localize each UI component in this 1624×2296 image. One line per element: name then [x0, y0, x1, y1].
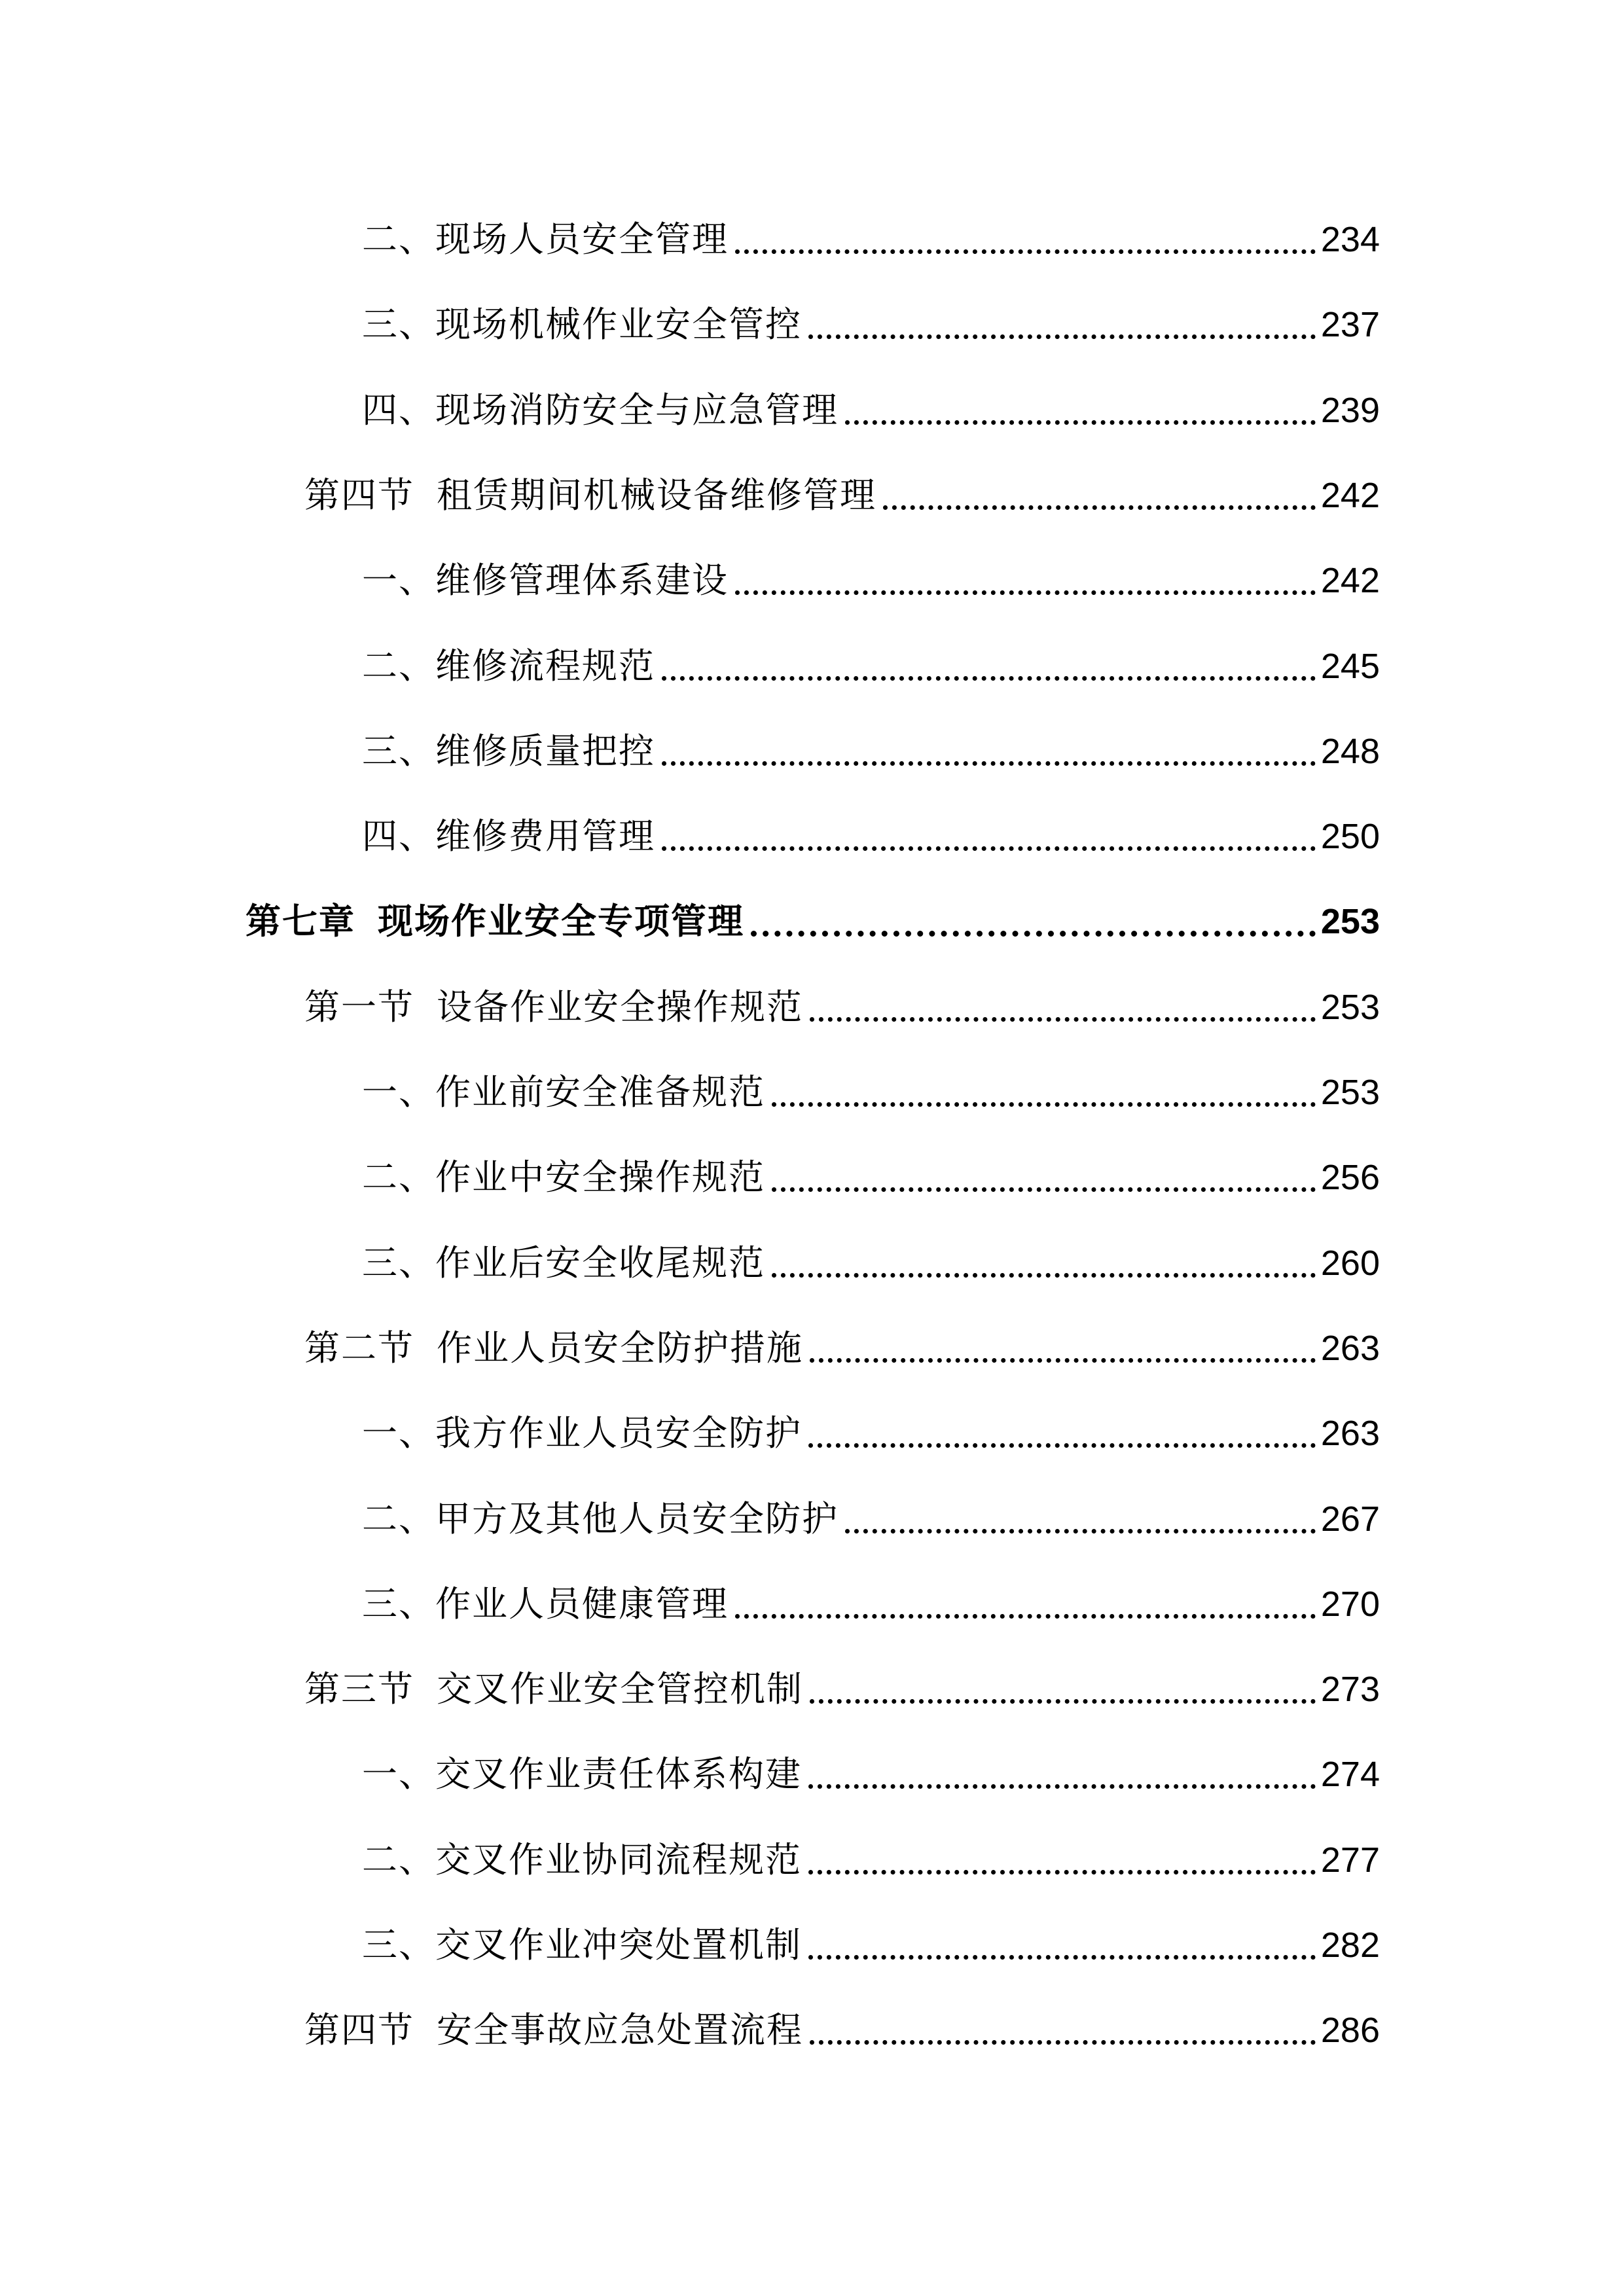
- dot-leader: [808, 1784, 1316, 1789]
- toc-entry-label: 四、: [362, 389, 435, 431]
- toc-entry[interactable]: [304, 1653, 1380, 1725]
- toc-entry-label: 一、: [362, 1753, 435, 1795]
- toc-entry-title: 作业中安全操作规范: [435, 1157, 765, 1198]
- toc-entry-page-number: 250: [1320, 817, 1380, 856]
- dot-leader: [845, 1529, 1316, 1534]
- toc-entry-label: 二、: [362, 645, 435, 687]
- dot-leader: [883, 505, 1316, 510]
- dot-leader: [810, 1358, 1316, 1363]
- toc-entry-label: 第四节: [304, 475, 414, 516]
- dot-leader: [662, 846, 1316, 851]
- toc-entry-page-number: 245: [1320, 647, 1380, 686]
- dot-leader: [808, 1955, 1316, 1960]
- toc-entry-title: 维修流程规范: [435, 645, 655, 687]
- toc-entry-label: 二、: [362, 1498, 435, 1539]
- toc-entry-title: 现场人员安全管理: [435, 219, 729, 260]
- toc-entry-title: 甲方及其他人员安全防护: [435, 1498, 839, 1539]
- toc-entry[interactable]: [362, 374, 1380, 446]
- toc-entry-title: 交叉作业责任体系构建: [435, 1753, 802, 1795]
- toc-entry-label: 三、: [362, 1924, 435, 1965]
- dot-leader: [810, 2040, 1316, 2045]
- toc-entry-label: 三、: [362, 304, 435, 345]
- toc-entry[interactable]: [304, 1312, 1380, 1384]
- dot-leader: [735, 590, 1316, 595]
- toc-entry[interactable]: [362, 545, 1380, 617]
- toc-entry[interactable]: [362, 1227, 1380, 1299]
- toc-entry[interactable]: [362, 204, 1380, 276]
- toc-entry-page-number: 256: [1320, 1158, 1380, 1197]
- toc-entry-title: 作业人员安全防护措施: [437, 1327, 803, 1369]
- toc-entry[interactable]: [362, 1824, 1380, 1896]
- toc-entry-page-number: 253: [1320, 902, 1380, 941]
- dot-leader: [735, 249, 1316, 254]
- toc-entry-page-number: 274: [1320, 1755, 1380, 1794]
- toc-entry-label: 二、: [362, 1839, 435, 1880]
- dot-leader: [810, 1017, 1316, 1022]
- toc-entry-title: 交叉作业协同流程规范: [435, 1839, 802, 1880]
- toc-entry-page-number: 253: [1320, 988, 1380, 1027]
- toc-entry-page-number: 242: [1320, 561, 1380, 600]
- toc-entry[interactable]: [304, 459, 1380, 531]
- toc-entry[interactable]: [362, 1909, 1380, 1981]
- dot-leader: [772, 1187, 1316, 1192]
- toc-entry-label: 第七章: [245, 901, 355, 942]
- toc-entry-page-number: 242: [1320, 476, 1380, 515]
- toc-entry-page-number: 263: [1320, 1414, 1380, 1453]
- toc-entry-label: 二、: [362, 1157, 435, 1198]
- toc-entry-label: 第三节: [304, 1668, 414, 1710]
- toc-entry[interactable]: [362, 1483, 1380, 1555]
- toc-entry-title: 现场消防安全与应急管理: [435, 389, 839, 431]
- toc-entry[interactable]: [304, 1994, 1380, 2066]
- dot-leader: [662, 761, 1316, 766]
- toc-entry-title: 现场机械作业安全管控: [435, 304, 802, 345]
- dot-leader: [845, 420, 1316, 425]
- toc-entry-page-number: 286: [1320, 2011, 1380, 2050]
- toc-entry[interactable]: [362, 1738, 1380, 1810]
- dot-leader: [772, 1273, 1316, 1278]
- toc-entry-page-number: 253: [1320, 1073, 1380, 1112]
- toc-entry-label: 一、: [362, 1071, 435, 1113]
- toc-entry-title: 设备作业安全操作规范: [437, 986, 803, 1028]
- toc-entry[interactable]: [362, 1056, 1380, 1128]
- dot-leader: [808, 1870, 1316, 1874]
- toc-entry[interactable]: [362, 1397, 1380, 1469]
- toc-entry[interactable]: [362, 289, 1380, 361]
- toc-entry-page-number: 248: [1320, 732, 1380, 771]
- toc-entry-title: 交叉作业冲突处置机制: [435, 1924, 802, 1965]
- toc-entry-page-number: 263: [1320, 1329, 1380, 1368]
- toc-entry[interactable]: [304, 971, 1380, 1043]
- toc-entry-title: 作业后安全收尾规范: [435, 1242, 765, 1283]
- toc-entry-label: 三、: [362, 1583, 435, 1624]
- toc-entry-page-number: 270: [1320, 1585, 1380, 1624]
- toc-entry-title: 我方作业人员安全防护: [435, 1412, 802, 1454]
- toc-entry-label: 第一节: [304, 986, 414, 1028]
- toc-entry-title: 维修费用管理: [435, 816, 655, 857]
- toc-entry-label: 第四节: [304, 2009, 414, 2051]
- toc-entry[interactable]: [362, 715, 1380, 787]
- toc-entry-title: 维修质量把控: [435, 730, 655, 772]
- dot-leader: [808, 334, 1316, 339]
- toc-entry-page-number: 267: [1320, 1499, 1380, 1539]
- toc-entry-page-number: 239: [1320, 391, 1380, 430]
- toc-entry-label: 一、: [362, 1412, 435, 1454]
- dot-leader: [772, 1102, 1316, 1107]
- toc-entry-title: 租赁期间机械设备维修管理: [437, 475, 876, 516]
- toc-entry-page-number: 234: [1320, 220, 1380, 259]
- toc-entry-label: 二、: [362, 219, 435, 260]
- toc-entry-label: 四、: [362, 816, 435, 857]
- toc-entry[interactable]: [362, 1141, 1380, 1213]
- toc-entry-label: 三、: [362, 730, 435, 772]
- toc-entry[interactable]: [245, 886, 1380, 958]
- toc-entry-page-number: 273: [1320, 1670, 1380, 1709]
- toc-entry-page-number: 237: [1320, 305, 1380, 344]
- toc-entry-title: 安全事故应急处置流程: [437, 2009, 803, 2051]
- toc-entry[interactable]: [362, 1568, 1380, 1640]
- toc-entry-label: 三、: [362, 1242, 435, 1283]
- dot-leader: [810, 1699, 1316, 1704]
- dot-leader: [662, 676, 1316, 681]
- toc-entry-page-number: 277: [1320, 1840, 1380, 1880]
- toc-entry-title: 作业前安全准备规范: [435, 1071, 765, 1113]
- toc-entry-title: 作业人员健康管理: [435, 1583, 729, 1624]
- toc-entry[interactable]: [362, 800, 1380, 872]
- toc-entry-page-number: 260: [1320, 1244, 1380, 1283]
- toc-entry-title: 现场作业安全专项管理: [378, 901, 744, 942]
- toc-entry-title: 交叉作业安全管控机制: [437, 1668, 803, 1710]
- toc-entry-page-number: 282: [1320, 1926, 1380, 1965]
- dot-leader: [751, 931, 1316, 937]
- toc-entry[interactable]: [362, 630, 1380, 702]
- toc-entry-label: 第二节: [304, 1327, 414, 1369]
- toc-entry-label: 一、: [362, 560, 435, 601]
- toc-entry-title: 维修管理体系建设: [435, 560, 729, 601]
- dot-leader: [735, 1614, 1316, 1619]
- dot-leader: [808, 1443, 1316, 1448]
